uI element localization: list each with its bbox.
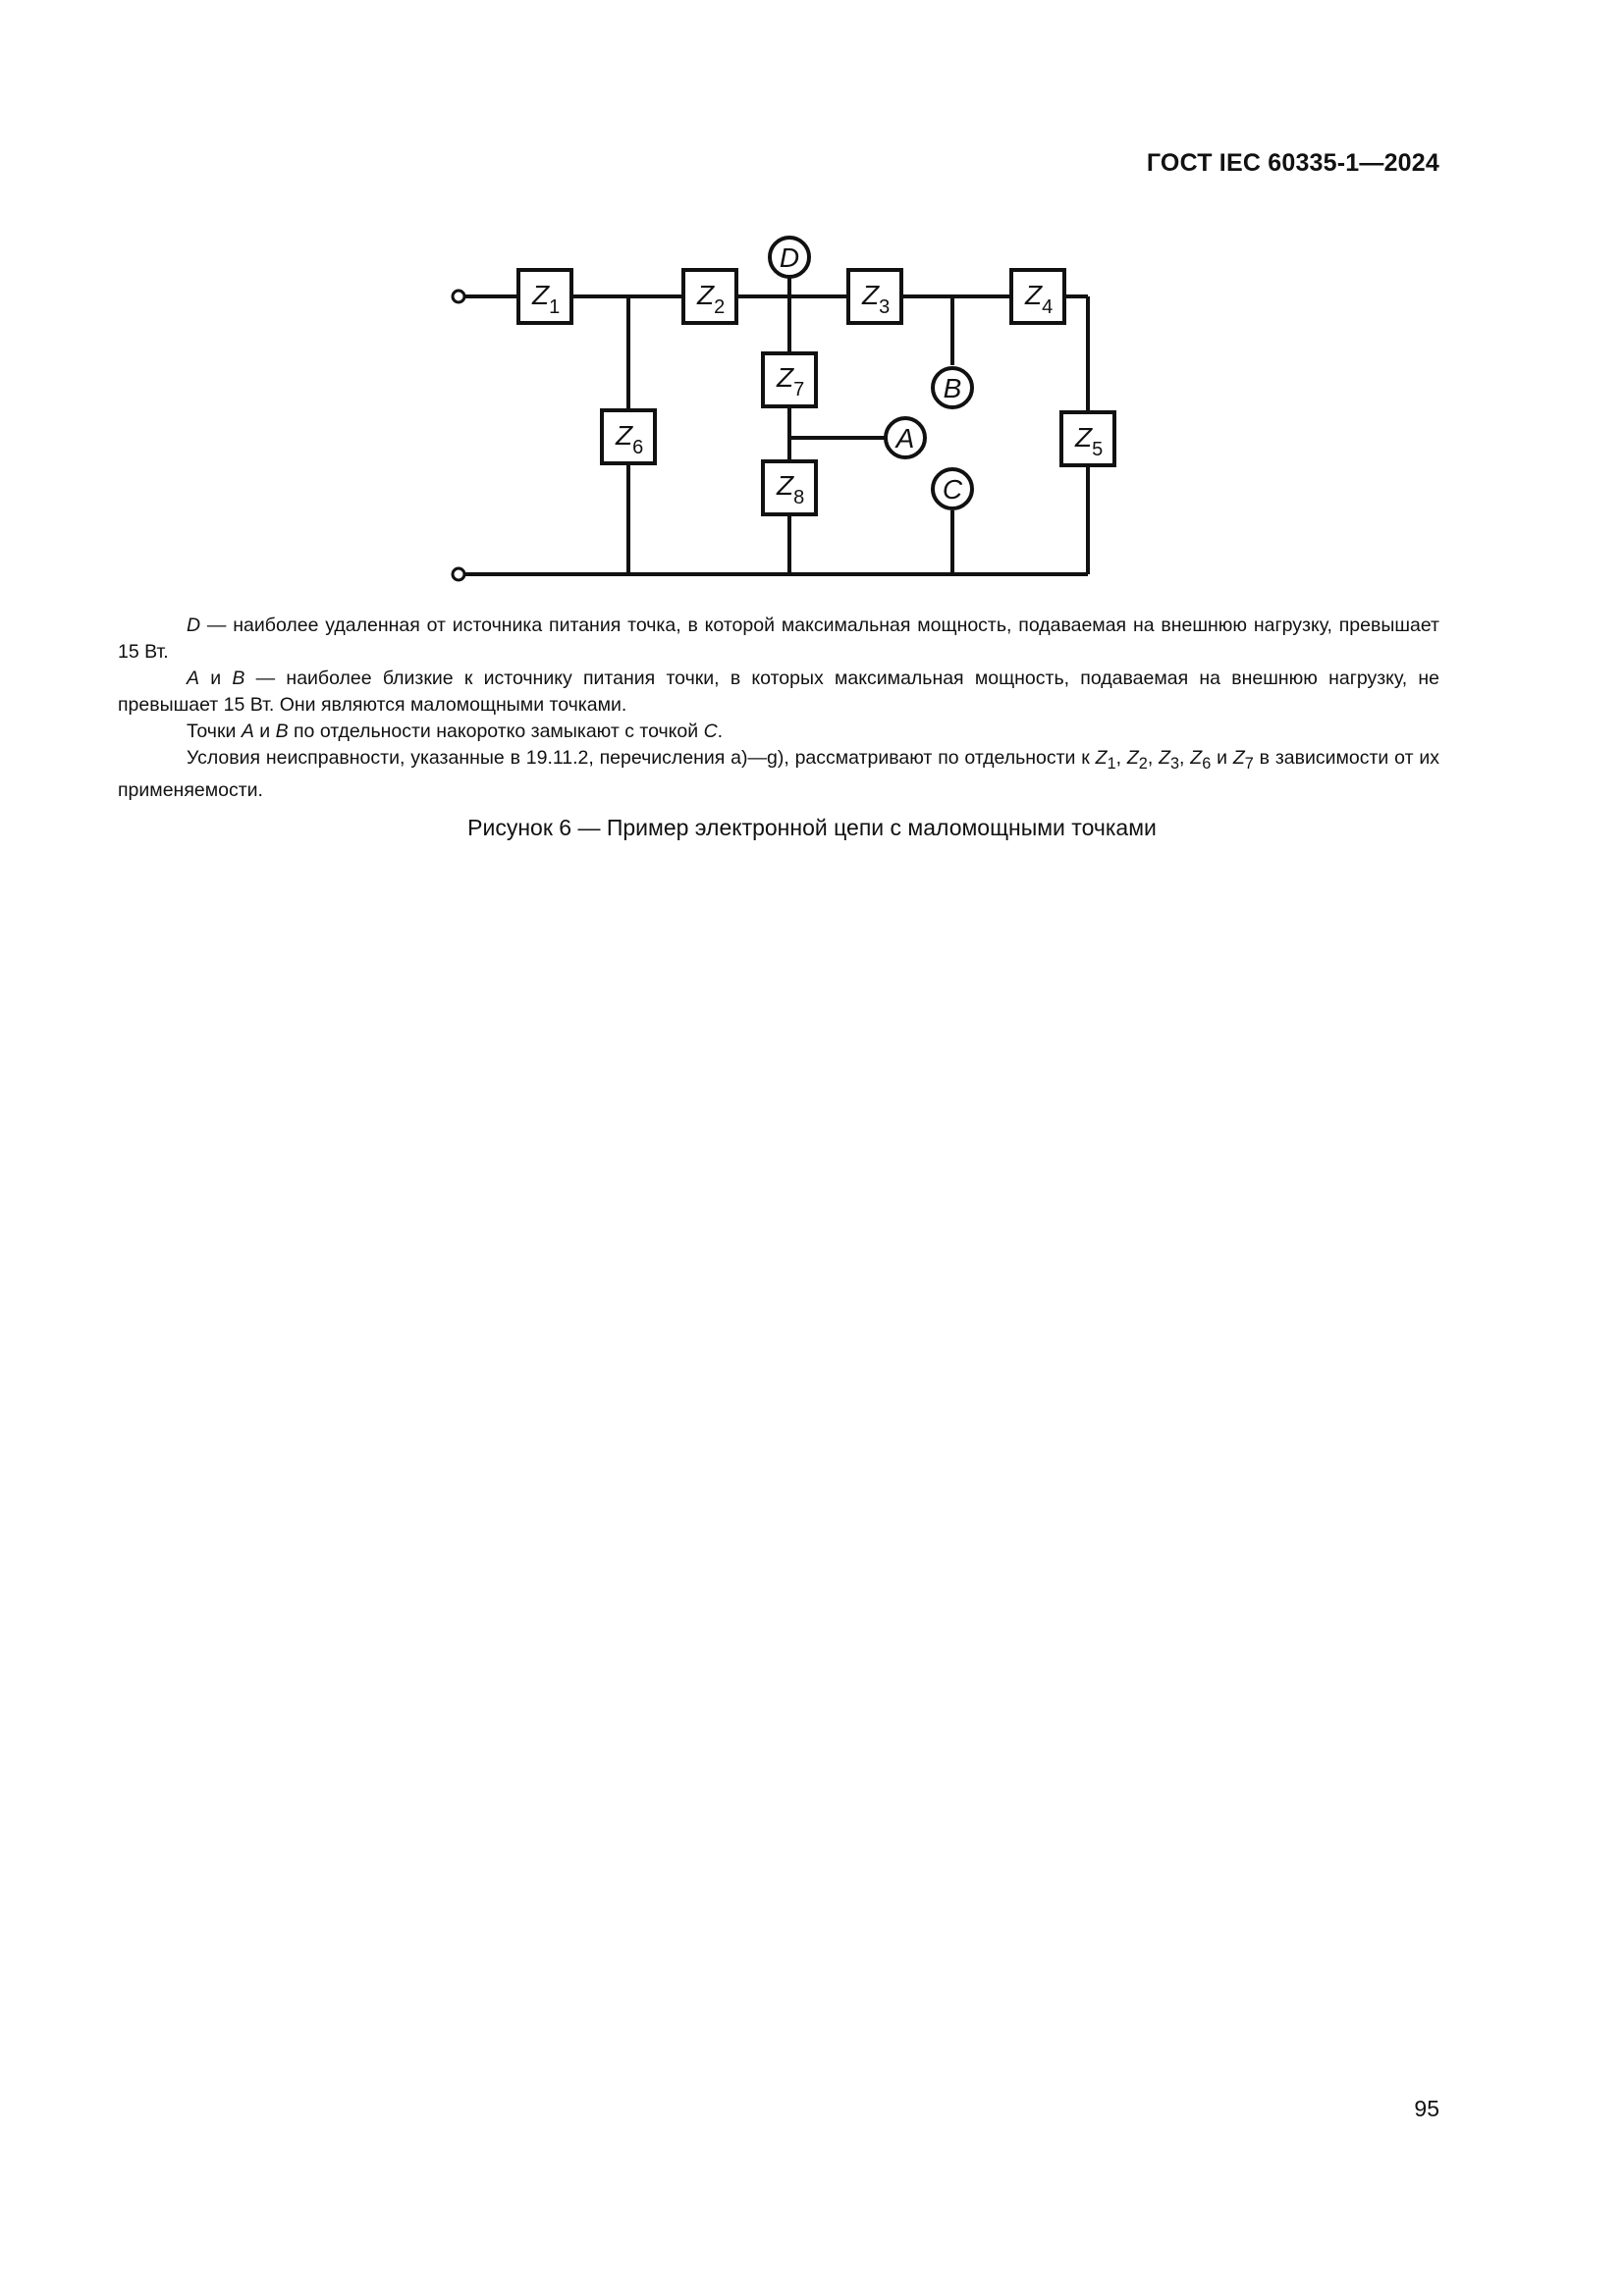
z4-label: $Z_4$ [1025,280,1054,318]
note-short-circuit: Точки A и B по отдельности накоротко замыкают с точкой C. [187,721,724,742]
z8-label: $Z_8$ [777,470,805,508]
z5-label: $Z_5$ [1075,422,1104,460]
z3-label: $Z_3$ [862,280,891,318]
note-fault-conditions: Условия неисправности, указанные в 19.11.2, перечисления a)—g), рассматривают по отдельности к $Z_1$, $Z_2$, $Z_3$, $Z_6$ и $Z_7$ в зависимости от их применяемости. [118,747,1439,801]
page-number: 95 [1414,2096,1439,2121]
note-point-d: D — наиболее удаленная от источника питания точка, в которой максимальная мощность, подаваемая на внешнюю нагрузку, превышает 15 Вт. [118,614,1439,663]
figure-caption: Рисунок 6 — Пример электронной цепи с маломощными точками [467,815,1157,840]
z2-label: $Z_2$ [697,280,726,318]
point-c-label: C [942,474,963,505]
note-points-a-b: A и B — наиболее близкие к источнику питания точки, в которых максимальная мощность, подаваемая на внешнюю нагрузку, не превышает 15 Вт. Они являются маломощными точками. [118,667,1439,716]
z1-label: $Z_1$ [532,280,561,318]
input-terminal-top [453,291,464,302]
input-terminal-bottom [453,568,464,580]
point-b-label: B [943,373,962,403]
z6-label: $Z_6$ [616,420,644,458]
point-d-label: D [779,242,800,273]
z7-label: $Z_7$ [777,362,805,400]
circuit-diagram [432,226,1139,589]
point-a-label: A [895,423,915,454]
document-header: ГОСТ IEC 60335-1—2024 [1146,149,1439,177]
figure-notes [118,613,1439,804]
